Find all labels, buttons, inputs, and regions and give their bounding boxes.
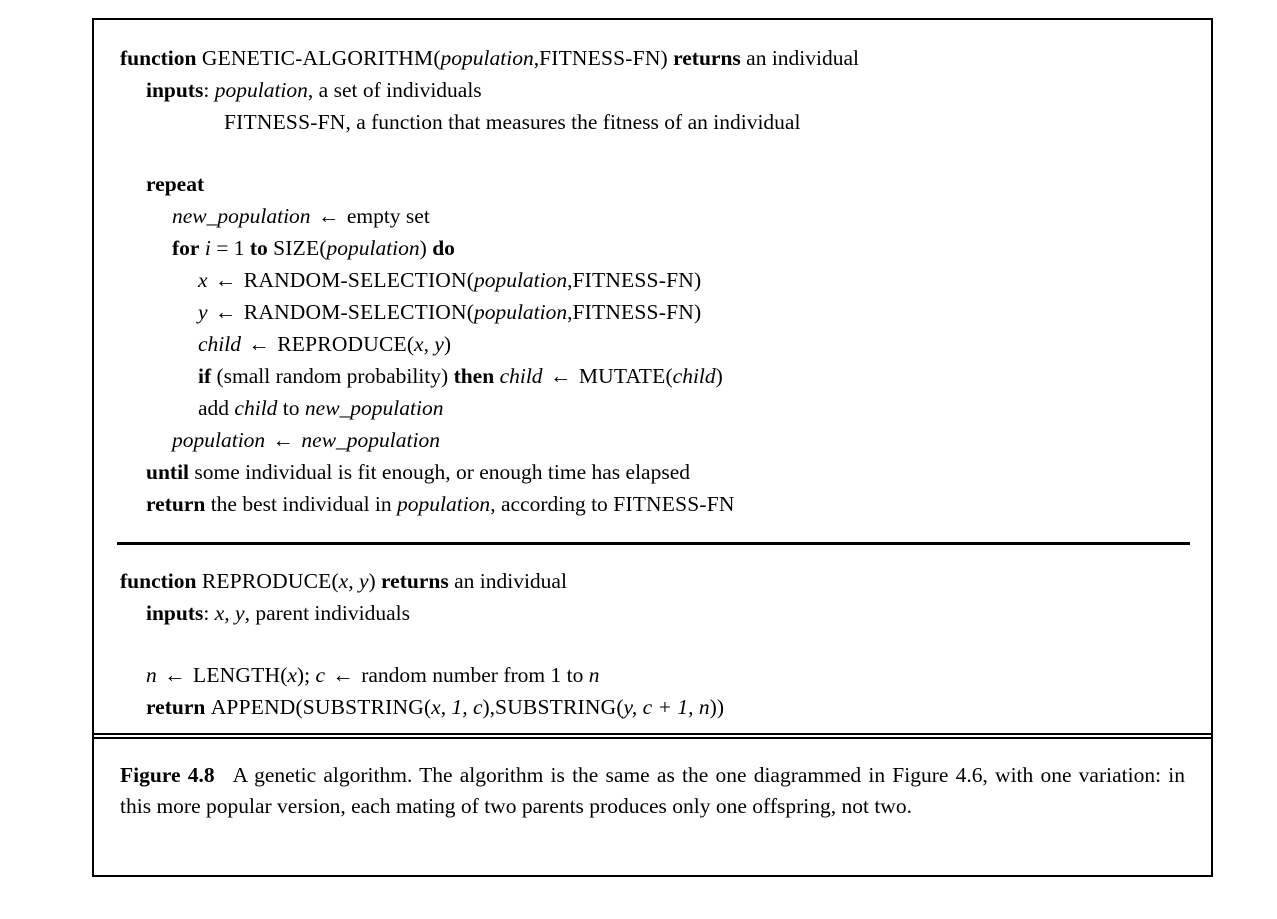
function-name-reproduce: REPRODUCE	[201, 569, 332, 593]
arg-x: x	[414, 332, 424, 356]
close-paren: )	[715, 364, 723, 388]
inputs-description: , parent individuals	[244, 601, 410, 625]
function-name-append: APPEND	[210, 695, 296, 719]
colon: :	[203, 601, 210, 625]
arg-child: child	[672, 364, 716, 388]
close-paren: )	[368, 569, 376, 593]
keyword-function: function	[120, 46, 197, 70]
keyword-inputs: inputs	[146, 601, 204, 625]
caption-separator-double-rule	[94, 733, 1211, 739]
pcode-line-x-random-selection	[94, 264, 1211, 296]
var-child: child	[499, 364, 543, 388]
open-paren: (	[616, 695, 624, 719]
function-name-substring-1: SUBSTRING	[302, 695, 424, 719]
close-paren: )	[716, 695, 725, 719]
until-condition: some individual is fit enough, or enough time has elapsed	[194, 460, 691, 484]
open-paren: (	[406, 332, 415, 356]
var-child: child	[198, 332, 241, 356]
input-population: population	[214, 78, 308, 102]
open-paren: (	[319, 236, 327, 260]
arg-fitness-fn: FITNESS-FN	[572, 268, 694, 292]
var-n-upper: n	[588, 663, 600, 687]
pcode-line-child-reproduce	[94, 328, 1211, 360]
keyword-returns: returns	[673, 46, 741, 70]
returns-description: an individual	[746, 46, 860, 70]
arg-fitness-fn: FITNESS-FN	[572, 300, 694, 324]
assign-arrow-icon: ←	[317, 204, 340, 228]
pseudocode-block-genetic-algorithm	[94, 42, 1211, 520]
pcode-line-function-signature	[94, 42, 1211, 74]
semicolon: ;	[304, 663, 311, 687]
returns-description: an individual	[454, 569, 567, 593]
figure-box	[92, 18, 1213, 877]
to-word: to	[282, 396, 300, 420]
pcode-blank-line	[94, 138, 1211, 168]
assign-arrow-icon: ←	[214, 300, 237, 324]
keyword-for: for	[172, 236, 200, 260]
input-fitness-fn: FITNESS-FN	[224, 110, 346, 134]
pcode-line-reproduce-inputs	[94, 597, 1211, 629]
return-description-2: , according to	[490, 492, 608, 516]
loop-init: = 1	[216, 236, 245, 260]
arg-population: population	[473, 268, 568, 292]
var-new-population: new_population	[172, 204, 311, 228]
colon: :	[203, 78, 210, 102]
keyword-return: return	[146, 695, 206, 719]
param-fitness-fn: FITNESS-FN	[539, 46, 661, 70]
substring-1-args: x, 1, c	[431, 695, 483, 719]
open-paren: (	[466, 300, 474, 324]
pcode-line-for-loop	[94, 232, 1211, 264]
comma: ,	[423, 332, 429, 356]
comma: ,	[348, 569, 354, 593]
assign-arrow-icon: ←	[214, 268, 237, 292]
var-n: n	[146, 663, 157, 687]
figure-label: Figure 4.8	[120, 763, 215, 787]
function-name-substring-2: SUBSTRING	[495, 695, 617, 719]
input-y: y	[235, 601, 245, 625]
open-paren: (	[665, 364, 673, 388]
loop-var-i: i	[204, 236, 211, 260]
pcode-line-if-mutate	[94, 360, 1211, 392]
var-population: population	[172, 428, 266, 452]
pcode-line-repeat	[94, 168, 1211, 200]
function-name-size: SIZE	[273, 236, 320, 260]
open-paren: (	[331, 569, 339, 593]
assign-arrow-icon: ←	[248, 332, 270, 356]
var-c: c	[315, 663, 325, 687]
pcode-line-y-random-selection	[94, 296, 1211, 328]
arg-y: y	[434, 332, 444, 356]
comma: ,	[567, 268, 573, 292]
keyword-returns: returns	[381, 569, 449, 593]
pcode-line-reproduce-signature	[94, 565, 1211, 597]
var-new-population: new_population	[304, 396, 444, 420]
input-x: x	[214, 601, 225, 625]
open-paren: (	[295, 695, 303, 719]
pcode-line-return	[94, 488, 1211, 520]
close-paren: )	[693, 268, 702, 292]
assign-arrow-icon: ←	[272, 428, 295, 452]
algorithm-separator-rule	[117, 542, 1190, 545]
pcode-line-inputs	[94, 74, 1211, 106]
reference-fitness-fn: FITNESS-FN	[613, 492, 735, 516]
close-paren: )	[482, 695, 490, 719]
assign-arrow-icon: ←	[332, 663, 354, 687]
input-population-description: , a set of individuals	[307, 78, 482, 102]
pcode-line-add-child	[94, 392, 1211, 424]
assign-arrow-icon: ←	[549, 364, 572, 388]
var-y: y	[198, 300, 208, 324]
close-paren: )	[419, 236, 427, 260]
return-description: the best individual in	[210, 492, 392, 516]
open-paren: (	[423, 695, 432, 719]
pcode-line-return-append	[94, 691, 1211, 723]
arg-population: population	[326, 236, 420, 260]
comma: ,	[224, 601, 230, 625]
var-new-population: new_population	[301, 428, 440, 452]
keyword-do: do	[432, 236, 455, 260]
keyword-repeat: repeat	[146, 172, 205, 196]
pcode-line-n-length	[94, 659, 1211, 691]
function-name-reproduce: REPRODUCE	[277, 332, 407, 356]
figure-caption	[120, 760, 1185, 822]
substring-2-args: y, c + 1, n	[623, 695, 710, 719]
pcode-line-population-assign	[94, 424, 1211, 456]
param-population: population	[440, 46, 534, 70]
add-keyword: add	[198, 396, 230, 420]
keyword-function: function	[120, 569, 197, 593]
comma: ,	[489, 695, 496, 719]
pseudocode-block-reproduce	[94, 565, 1211, 723]
comma: ,	[567, 300, 573, 324]
keyword-then: then	[453, 364, 495, 388]
var-population: population	[397, 492, 491, 516]
comma: ,	[533, 46, 540, 70]
input-fitness-fn-description: , a function that measures the fitness of an individual	[345, 110, 801, 134]
if-condition: (small random probability)	[216, 364, 449, 388]
keyword-if: if	[198, 364, 212, 388]
close-paren: )	[693, 300, 702, 324]
function-name-random-selection: RANDOM-SELECTION	[243, 300, 467, 324]
close-paren: )	[443, 332, 452, 356]
pcode-line-new-population-assign	[94, 200, 1211, 232]
keyword-return: return	[146, 492, 206, 516]
arg-population: population	[473, 300, 568, 324]
random-number-description: random number from 1 to	[361, 663, 584, 687]
arg-x: x	[287, 663, 297, 687]
pcode-line-until	[94, 456, 1211, 488]
figure-caption-text: A genetic algorithm. The algorithm is the same as the one diagrammed in Figure 4.6, with one variation: in this more popular version, each mating of two parents produces only one offspring, not two.	[120, 763, 1185, 818]
var-x: x	[198, 268, 208, 292]
open-paren: (	[466, 268, 474, 292]
pcode-line-inputs-fitness-fn	[94, 106, 1211, 138]
assign-arrow-icon: ←	[164, 663, 186, 687]
param-y: y	[358, 569, 369, 593]
var-child: child	[234, 396, 278, 420]
function-name-mutate: MUTATE	[578, 364, 666, 388]
function-name-random-selection: RANDOM-SELECTION	[243, 268, 467, 292]
param-x: x	[338, 569, 349, 593]
empty-set-value: empty set	[346, 204, 430, 228]
function-name-length: LENGTH	[193, 663, 281, 687]
function-name-genetic-algorithm: GENETIC-ALGORITHM	[201, 46, 434, 70]
keyword-until: until	[146, 460, 190, 484]
open-paren: (	[433, 46, 441, 70]
pcode-blank-line	[94, 629, 1211, 659]
keyword-inputs: inputs	[146, 78, 204, 102]
close-paren: )	[709, 695, 717, 719]
close-paren: )	[296, 663, 305, 687]
close-paren: )	[660, 46, 668, 70]
keyword-to: to	[249, 236, 268, 260]
open-paren: (	[280, 663, 288, 687]
